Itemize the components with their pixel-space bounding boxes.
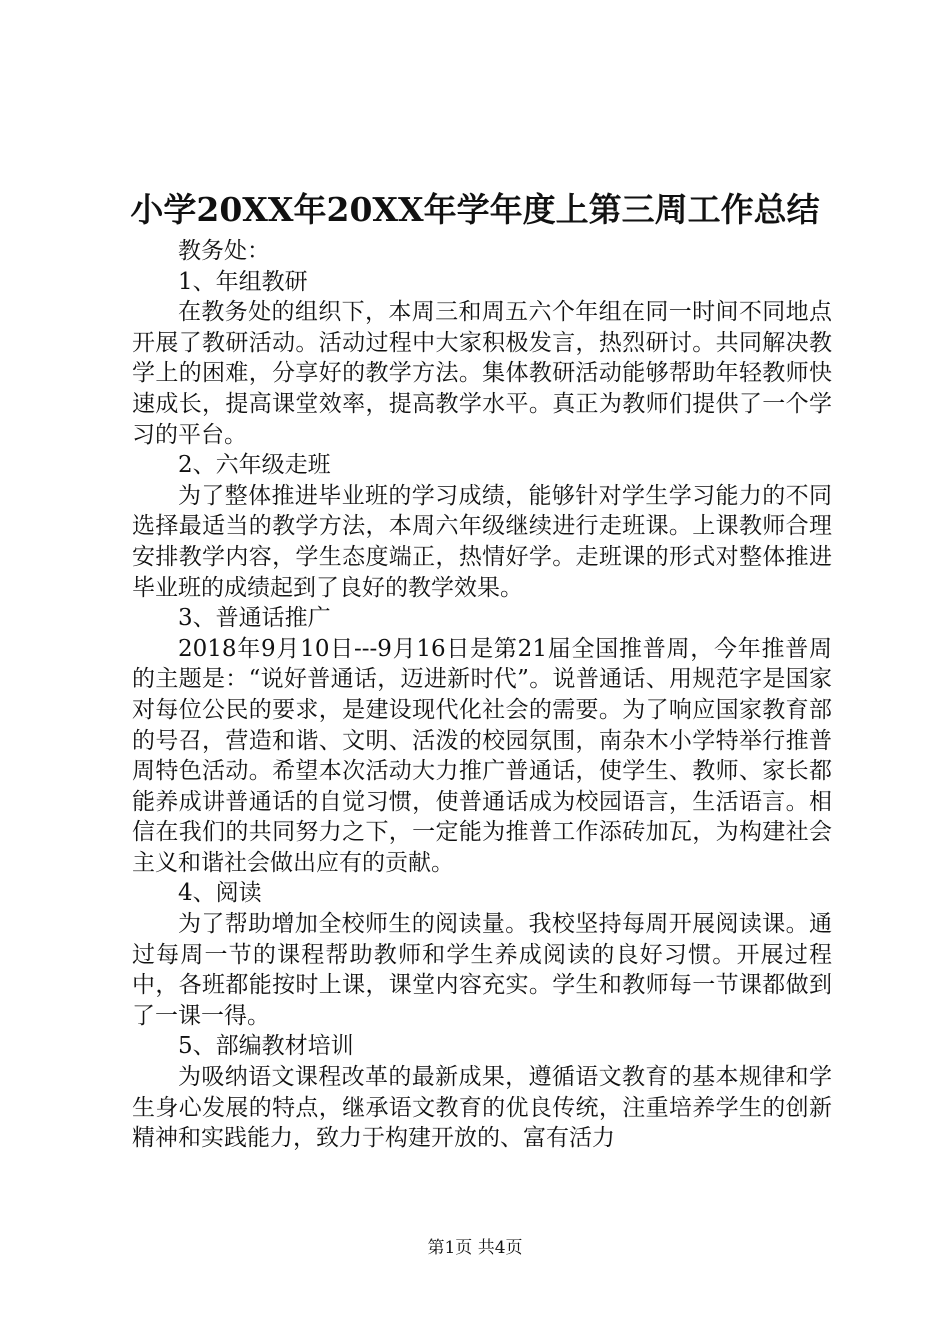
document-title: 小学20XX年20XX年学年度上第三周工作总结 [130,190,820,229]
section-paragraph-3: 2018年9月10日---9月16日是第21届全国推普周，今年推普周的主题是：“说好普通话，迈进新时代”。说普通话、用规范字是国家对每位公民的要求，是建设现代化社会的需要。为了响应国家教育部的号召，营造和谐、文明、活泼的校园氛围，南杂木小学特举行推普周特色活动。希望本次活动大力推广普通话，使学生、教师、家长都能养成讲普通话的自觉习惯，使普通话成为校园语言，生活语言。相信在我们的共同努力之下，一定能为推普工作添砖加瓦，为构建社会主义和谐社会做出应有的贡献。 [132,635,832,876]
section-heading-5: 5、部编教材培训 [178,1033,354,1060]
section-heading-4: 4、阅读 [178,880,262,907]
page-number-footer: 第1页 共4页 [427,1238,523,1258]
document-body [132,236,832,1154]
department-line: 教务处： [178,238,270,264]
section-paragraph-2: 为了整体推进毕业班的学习成绩，能够针对学生学习能力的不同选择最适当的教学方法，本周六年级继续进行走班课。上课教师合理安排教学内容，学生态度端正，热情好学。走班课的形式对整体推进毕业班的成绩起到了良好的教学效果。 [132,482,832,601]
section-heading-2: 2、六年级走班 [178,452,331,479]
section-paragraph-5: 为吸纳语文课程改革的最新成果，遵循语文教育的基本规律和学生身心发展的特点，继承语文教育的优良传统，注重培养学生的创新精神和实践能力，致力于构建开放的、富有活力 [132,1064,832,1152]
section-heading-1: 1、年组教研 [178,268,308,295]
section-paragraph-1: 在教务处的组织下，本周三和周五六个年组在同一时间不同地点开展了教研活动。活动过程中大家积极发言，热烈研讨。共同解决教学上的困难，分享好的教学方法。集体教研活动能够帮助年轻教师快速成长，提高课堂效率，提高教学水平。真正为教师们提供了一个学习的平台。 [132,299,832,448]
section-paragraph-4: 为了帮助增加全校师生的阅读量。我校坚持每周开展阅读课。通过每周一节的课程帮助教师和学生养成阅读的良好习惯。开展过程中，各班都能按时上课，课堂内容充实。学生和教师每一节课都做到了一课一得。 [132,911,832,1029]
section-heading-3: 3、普通话推广 [178,605,331,632]
